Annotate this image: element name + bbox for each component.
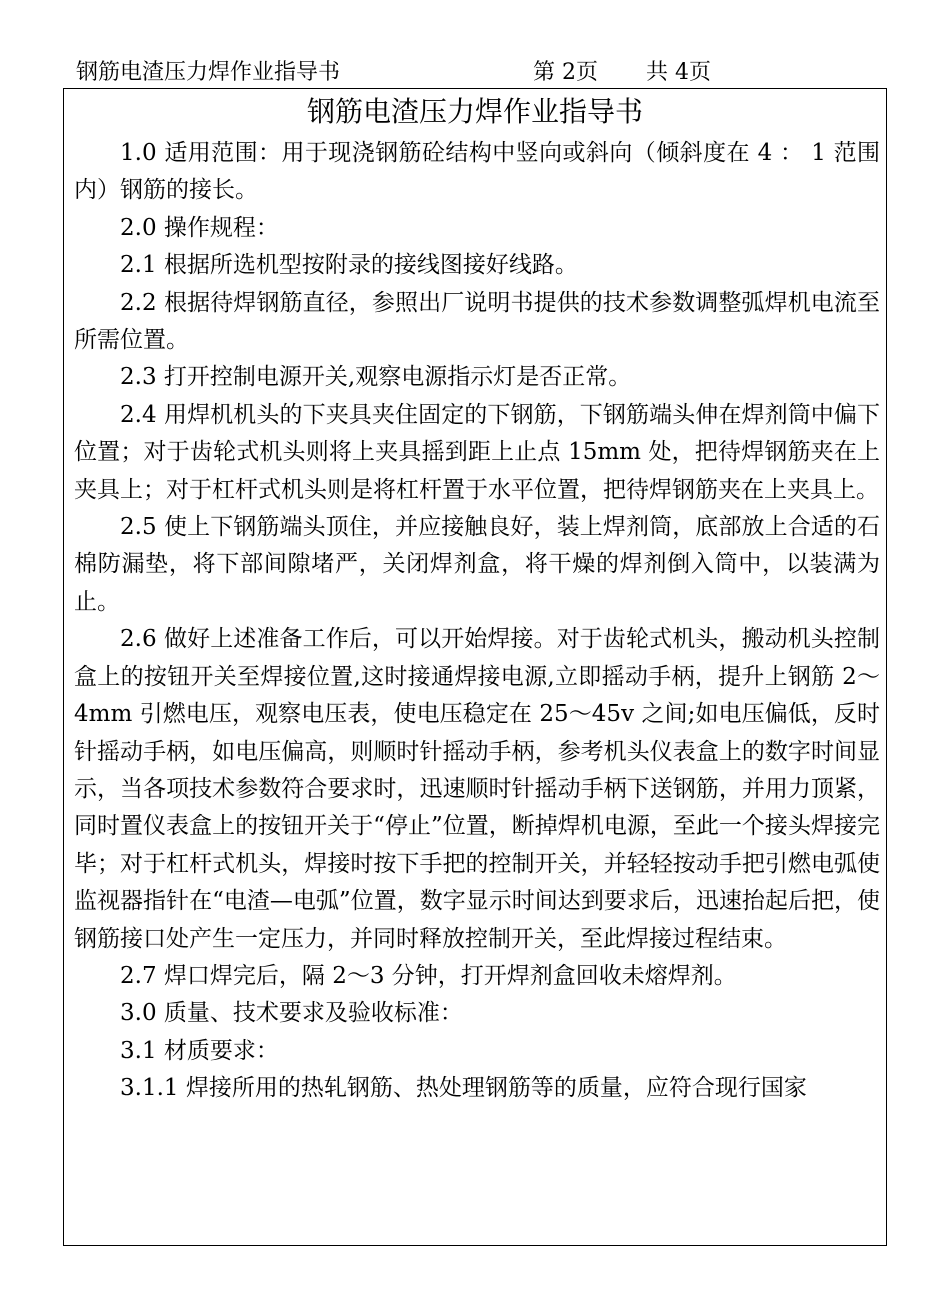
paragraph-2-6: 2.6 做好上述准备工作后，可以开始焊接。对于齿轮式机头，搬动机头控制盒上的按钮开关至焊接位置,这时接通焊接电源,立即摇动手柄，提升上钢筋 2～4mm 引燃电压，观察电压表，使电压稳定在 25～45v 之间;如电压偏低，反时针摇动手柄，如电压偏高，则顺时针摇动手柄，参考机头仪表盒上的数字时间显示，当各项技术参数符合要求时，迅速顺时针摇动手柄下送钢筋，并用力顶紧，同时置仪表盒上的按钮开关于“停止”位置，断掉焊机电源，至此一个接头焊接完毕；对于杠杆式机头，焊接时按下手把的控制开关，并轻轻按动手把引燃电弧使监视器指针在“电渣—电弧”位置，数字显示时间达到要求后，迅速抬起后把，使钢筋接口处产生一定压力，并同时释放控制开关，至此焊接过程结束。 [74, 626, 880, 952]
paragraph-2-5: 2.5 使上下钢筋端头顶住，并应接触良好，装上焊剂筒，底部放上合适的石棉防漏垫，将下部间隙堵严，关闭焊剂盒，将干燥的焊剂倒入筒中，以装满为止。 [74, 514, 880, 615]
paragraph-2-1: 2.1 根据所选机型按附录的接线图接好线路。 [120, 252, 578, 279]
paragraph-2-2: 2.2 根据待焊钢筋直径，参照出厂说明书提供的技术参数调整弧焊机电流至所需位置。 [74, 289, 880, 354]
paragraph-2-3: 2.3 打开控制电源开关,观察电源指示灯是否正常。 [120, 364, 632, 391]
paragraph-2-4: 2.4 用焊机机头的下夹具夹住固定的下钢筋，下钢筋端头伸在焊剂筒中偏下位置；对于齿轮式机头则将上夹具摇到距上止点 15mm 处，把待焊钢筋夹在上夹具上；对于杠杆式机头则是将杠杆置于水平位置，把待焊钢筋夹在上夹具上。 [74, 401, 880, 503]
document-body [74, 135, 880, 1108]
header-page-number: 第 2页 [533, 60, 598, 85]
paragraph-scope: 1.0 适用范围：用于现浇钢筋砼结构中竖向或斜向（倾斜度在 4 ： 1 范围内）钢筋的接长。 [74, 140, 880, 204]
paragraph-2-7: 2.7 焊口焊完后，隔 2～3 分钟，打开焊剂盒回收未熔焊剂。 [120, 962, 737, 989]
paragraph-quality-heading: 3.0 质量、技术要求及验收标准： [120, 1000, 463, 1027]
paragraph-3-1-1: 3.1.1 焊接所用的热轧钢筋、热处理钢筋等的质量，应符合现行国家 [120, 1075, 807, 1102]
paragraph-procedure-heading: 2.0 操作规程： [120, 214, 279, 241]
document-title: 钢筋电渣压力焊作业指导书 [306, 95, 643, 128]
page-header [0, 58, 950, 88]
header-doc-name: 钢筋电渣压力焊作业指导书 [76, 60, 341, 85]
paragraph-3-1: 3.1 材质要求： [120, 1037, 279, 1064]
header-page-total: 共 4页 [646, 60, 711, 85]
content-frame [63, 88, 887, 1246]
